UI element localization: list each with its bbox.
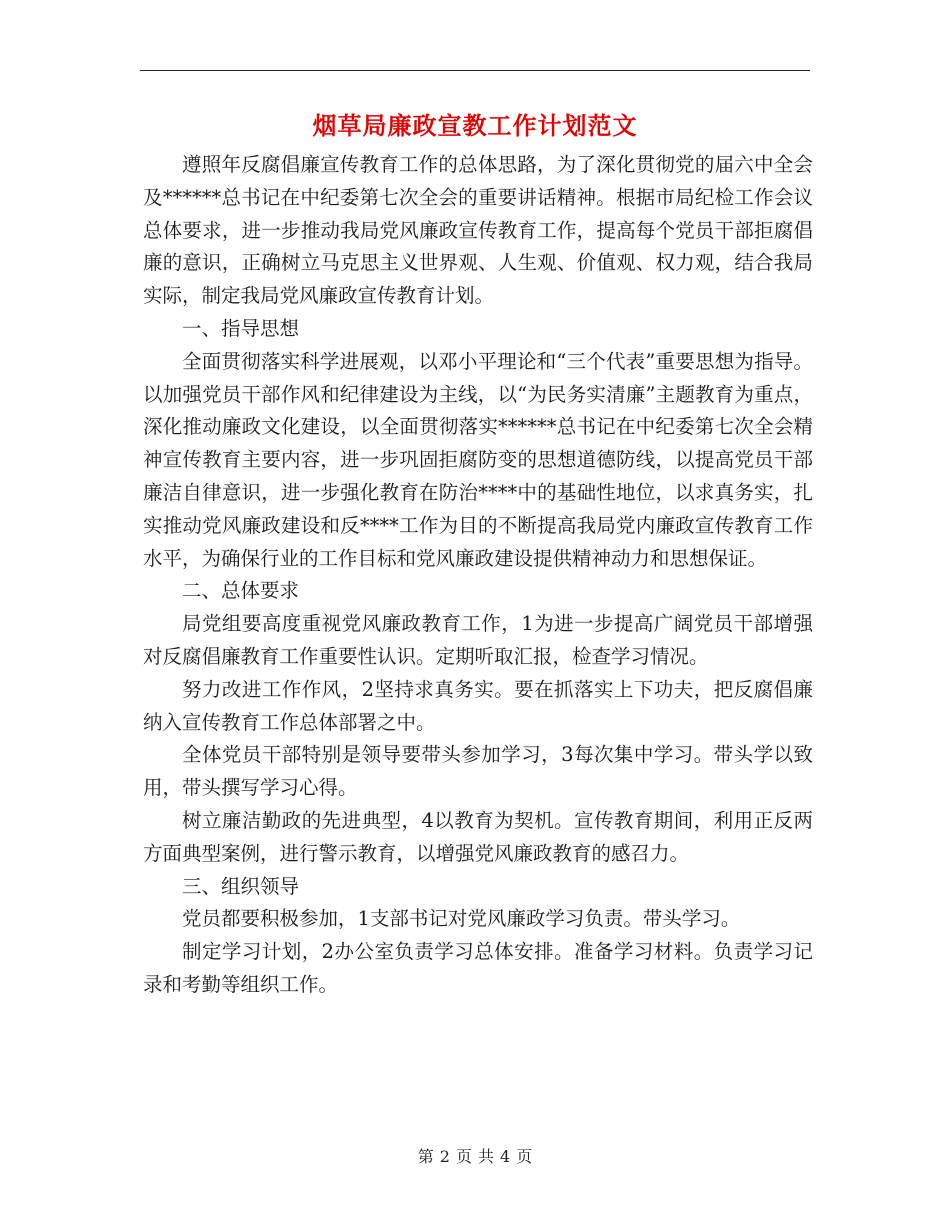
requirement-paragraph-3: 全体党员干部特别是领导要带头参加学习，3每次集中学习。带头学以致用，带头撰写学习心得。	[143, 743, 813, 800]
footer-page-unit: 页	[455, 1147, 472, 1166]
page-footer	[0, 1145, 950, 1169]
header-rule	[140, 70, 810, 71]
section-heading-organization: 三、组织领导	[182, 874, 300, 898]
intro-paragraph: 遵照年反腐倡廉宣传教育工作的总体思路，为了深化贯彻党的届六中全会及******总书记在中纪委第七次全会的重要讲话精神。根据市局纪检工作会议总体要求，进一步推动我局党风廉政宣传教育工作，提高每个党员干部拒腐倡廉的意识，正确树立马克思主义世界观、人生观、价值观、权力观，结合我局实际，制定我局党风廉政宣传教育计划。	[143, 153, 813, 308]
footer-total-prefix: 共	[478, 1147, 495, 1166]
document-title: 烟草局廉政宣教工作计划范文	[312, 111, 638, 140]
document-body	[143, 149, 813, 1002]
footer-total-unit: 页	[516, 1147, 533, 1166]
section-heading-guiding-ideology: 一、指导思想	[182, 316, 300, 340]
requirement-paragraph-2: 努力改进工作作风，2坚持求真务实。要在抓落实上下功夫，把反腐倡廉纳入宣传教育工作总体部署之中。	[143, 677, 813, 734]
footer-current-page: 2	[439, 1147, 450, 1166]
requirement-paragraph-1: 局党组要高度重视党风廉政教育工作，1为进一步提高广阔党员干部增强对反腐倡廉教育工作重要性认识。定期听取汇报，检查学习情况。	[143, 612, 813, 668]
footer-page-prefix: 第	[417, 1147, 434, 1166]
section-heading-overall-requirements: 二、总体要求	[182, 579, 300, 603]
organization-paragraph-1: 党员都要积极参加，1支部书记对党风廉政学习负责。带头学习。	[182, 907, 741, 931]
guiding-ideology-paragraph: 全面贯彻落实科学进展观，以邓小平理论和“三个代表”重要思想为指导。以加强党员干部作风和纪律建设为主线，以“为民务实清廉”主题教育为重点，深化推动廉政文化建设，以全面贯彻落实******总书记在中纪委第七次全会精神宣传教育主要内容，进一步巩固拒腐防变的思想道德防线，以提高党员干部廉洁自律意识，进一步强化教育在防治****中的基础性地位，以求真务实，扎实推动党风廉政建设和反****工作为目的不断提高我局党内廉政宣传教育工作水平，为确保行业的工作目标和党风廉政建设提供精神动力和思想保证。	[143, 349, 813, 570]
organization-paragraph-2: 制定学习计划，2办公室负责学习总体安排。准备学习材料。负责学习记录和考勤等组织工作。	[143, 940, 813, 996]
footer-total-pages: 4	[500, 1147, 511, 1166]
requirement-paragraph-4: 树立廉洁勤政的先进典型，4以教育为契机。宣传教育期间，利用正反两方面典型案例，进行警示教育，以增强党风廉政教育的感召力。	[143, 808, 813, 865]
